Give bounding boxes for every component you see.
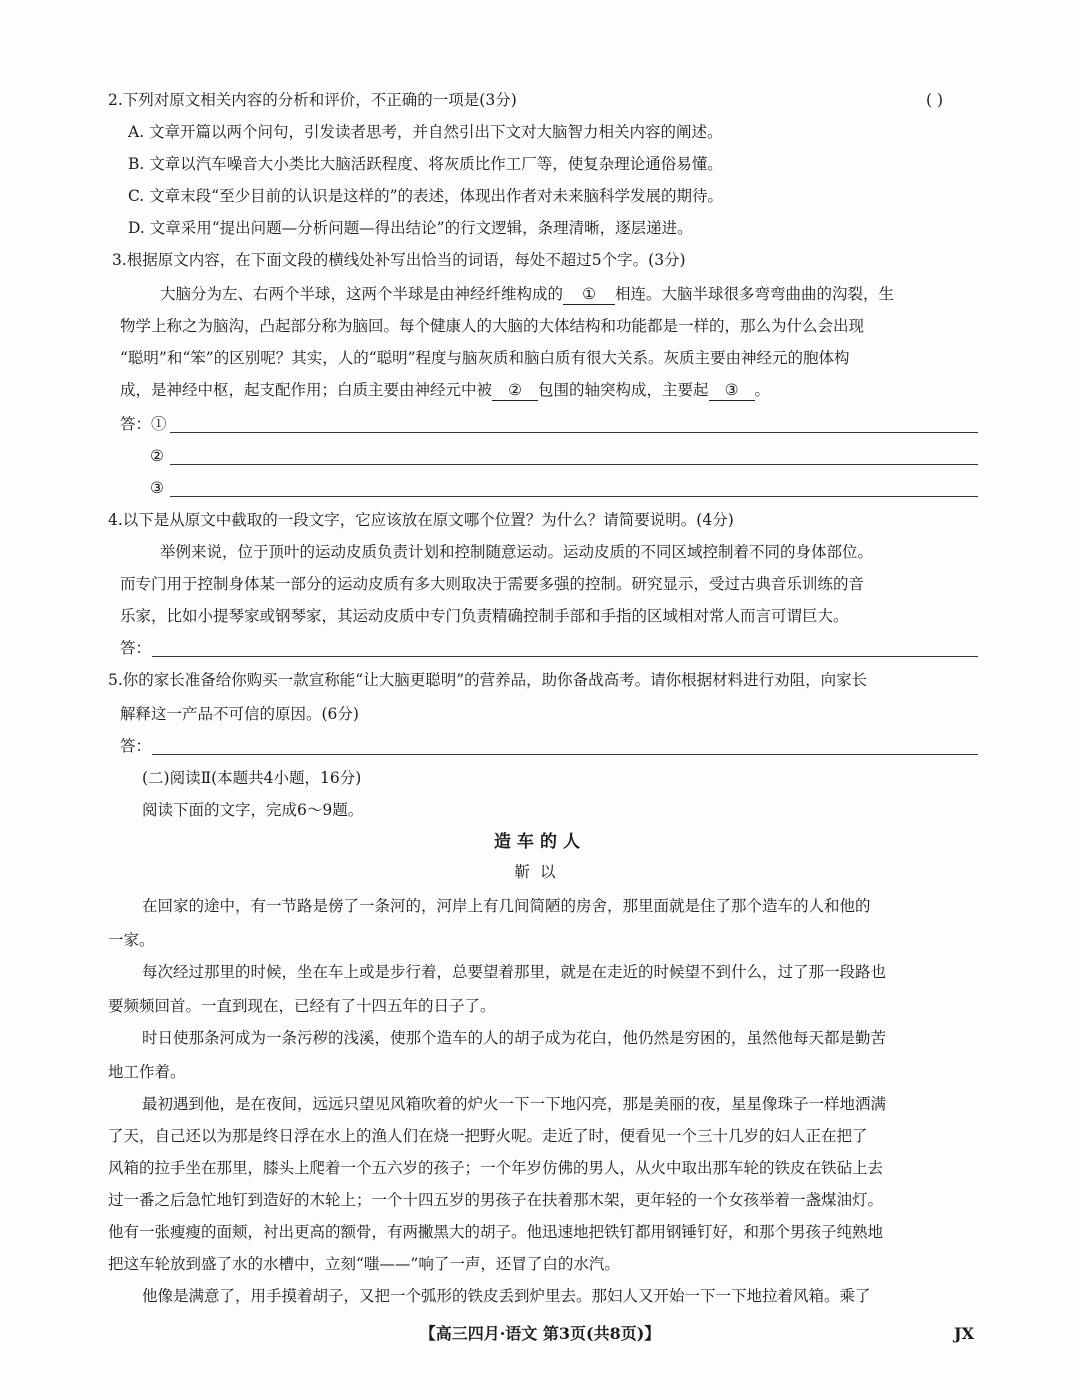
answer-line	[170, 464, 978, 465]
q4-stem: 4.以下是从原文中截取的一段文字，它应该放在原文哪个位置？为什么？请简要说明。(4分)	[108, 511, 734, 529]
q3-passage-line-2: 物学上称之为脑沟，凸起部分称为脑回。每个健康人的大脑的大体结构和功能都是一样的，那么为什么会出现	[120, 317, 865, 335]
q3-passage-line-1	[160, 284, 894, 305]
passage-line: 一家。	[108, 931, 155, 949]
passage-author: 靳以	[514, 863, 566, 881]
answer-line	[170, 496, 978, 497]
q4-answer-row[interactable]	[120, 638, 978, 660]
q3-text: 。	[754, 381, 771, 399]
q5-stem-line-2: 解释这一产品不可信的原因。(6分)	[120, 705, 359, 723]
page-footer: 【高三四月·语文 第3页(共8页)】	[419, 1324, 661, 1343]
q5-answer-row[interactable]	[120, 736, 978, 758]
answer-line	[152, 754, 978, 755]
reading2-header: (二)阅读Ⅱ(本题共4小题，16分)	[142, 769, 362, 787]
answer-label: 答：	[120, 639, 152, 657]
passage-line: 他像是满意了，用手摸着胡子，又把一个弧形的铁皮丢到炉里去。那妇人又开始一下一下地拉着风箱。乘了	[142, 1287, 871, 1305]
passage-line: 要频频回首。一直到现在，已经有了十四五年的日子了。	[108, 997, 496, 1015]
footer-code: JX	[954, 1324, 974, 1343]
answer-mark: ②	[150, 447, 164, 465]
passage-line: 时日使那条河成为一条污秽的浅溪，使那个造车的人的胡子成为花白，他仍然是穷困的，虽然他每天都是勤苦	[142, 1029, 887, 1047]
q3-passage-line-3: “聪明”和“笨”的区别呢？其实，人的“聪明”程度与脑灰质和脑白质有很大关系。灰质主要由神经元的胞体构	[120, 349, 850, 367]
q3-answer-row-1[interactable]	[120, 414, 978, 436]
passage-line: 每次经过那里的时候，坐在车上或是步行着，总要望着那里，就是在走近的时候望不到什么，过了那一段路也	[142, 963, 887, 981]
q2-answer-bracket: ( )	[926, 91, 944, 109]
passage-line: 他有一张瘦瘦的面颊，衬出更高的额骨，有两撇黑大的胡子。他迅速地把铁钉都用钢锤钉好，和那个男孩子纯熟地	[108, 1223, 884, 1241]
q2-option-a: A. 文章开篇以两个问句，引发读者思考，并自然引出下文对大脑智力相关内容的阐述。	[128, 123, 723, 141]
q2-option-c: C. 文章末段“至少目前的认识是这样的”的表述，体现出作者对未来脑科学发展的期待。	[128, 187, 724, 205]
answer-label: 答：	[120, 737, 152, 755]
q3-answer-row-2[interactable]	[120, 446, 978, 468]
passage-line: 过一番之后急忙地钉到造好的木轮上；一个十四五岁的男孩子在扶着那木架，更年轻的一个女孩举着一盏煤油灯。	[108, 1191, 884, 1209]
q3-answer-row-3[interactable]	[120, 478, 978, 500]
q3-text: 大脑分为左、右两个半球，这两个半球是由神经纤维构成的	[160, 285, 564, 303]
passage-line: 风箱的拉手坐在那里，膝头上爬着一个五六岁的孩子；一个年岁仿佛的男人，从火中取出那车轮的铁皮在铁砧上去	[108, 1159, 884, 1177]
passage-line: 了天，自己还以为那是终日浮在水上的渔人们在烧一把野火呢。走近了时，便看见一个三十几岁的妇人正在把了	[108, 1127, 868, 1145]
q3-text: 成，是神经中枢，起支配作用；白质主要由神经元中被	[120, 381, 493, 399]
q4-excerpt-line-3: 乐家，比如小提琴家或钢琴家，其运动皮质中专门负责精确控制手部和手指的区域相对常人而言可谓巨大。	[120, 607, 849, 625]
q2-option-b: B. 文章以汽车噪音大小类比大脑活跃程度、将灰质比作工厂等，使复杂理论通俗易懂。	[128, 155, 723, 173]
answer-mark: ③	[150, 479, 164, 497]
q4-excerpt-line-2: 而专门用于控制身体某一部分的运动皮质有多大则取决于需要多强的控制。研究显示，受过古典音乐训练的音	[120, 575, 865, 593]
q3-text: 包围的轴突构成，主要起	[538, 381, 709, 399]
q4-excerpt-line-1: 举例来说，位于顶叶的运动皮质负责计划和控制随意运动。运动皮质的不同区域控制着不同的身体部位。	[160, 543, 874, 561]
reading2-instruction: 阅读下面的文字，完成6～9题。	[142, 801, 364, 819]
q2-option-d: D. 文章采用“提出问题—分析问题—得出结论”的行文逻辑，条理清晰，逐层递进。	[128, 219, 693, 237]
q5-stem-line-1: 5.你的家长准备给你购买一款宣称能“让大脑更聪明”的营养品，助你备战高考。请你根据材料进行劝阻，向家长	[108, 671, 868, 689]
passage-line: 在回家的途中，有一节路是傍了一条河的，河岸上有几间简陋的房舍，那里面就是住了那个造车的人和他的	[142, 897, 871, 915]
blank-3: ③	[709, 380, 755, 401]
answer-line	[170, 432, 978, 433]
passage-title: 造车的人	[494, 832, 586, 852]
q3-passage-line-4	[120, 380, 770, 401]
blank-2: ②	[492, 380, 538, 401]
passage-line: 把这车轮放到盛了水的水槽中，立刻“嗤——”响了一声，还冒了白的水汽。	[108, 1255, 620, 1273]
blank-1: ①	[563, 284, 615, 305]
answer-label: 答：①	[120, 415, 167, 433]
q3-stem: 3.根据原文内容，在下面文段的横线处补写出恰当的词语，每处不超过5个字。(3分)	[112, 251, 686, 269]
passage-line: 地工作着。	[108, 1063, 186, 1081]
passage-line: 最初遇到他，是在夜间，远远只望见风箱吹着的炉火一下一下地闪亮，那是美丽的夜，星星像珠子一样地洒满	[142, 1095, 887, 1113]
q3-text: 相连。大脑半球很多弯弯曲曲的沟裂，生	[615, 285, 895, 303]
q2-stem: 2.下列对原文相关内容的分析和评价，不正确的一项是(3分)	[108, 91, 517, 109]
answer-line	[152, 656, 978, 657]
